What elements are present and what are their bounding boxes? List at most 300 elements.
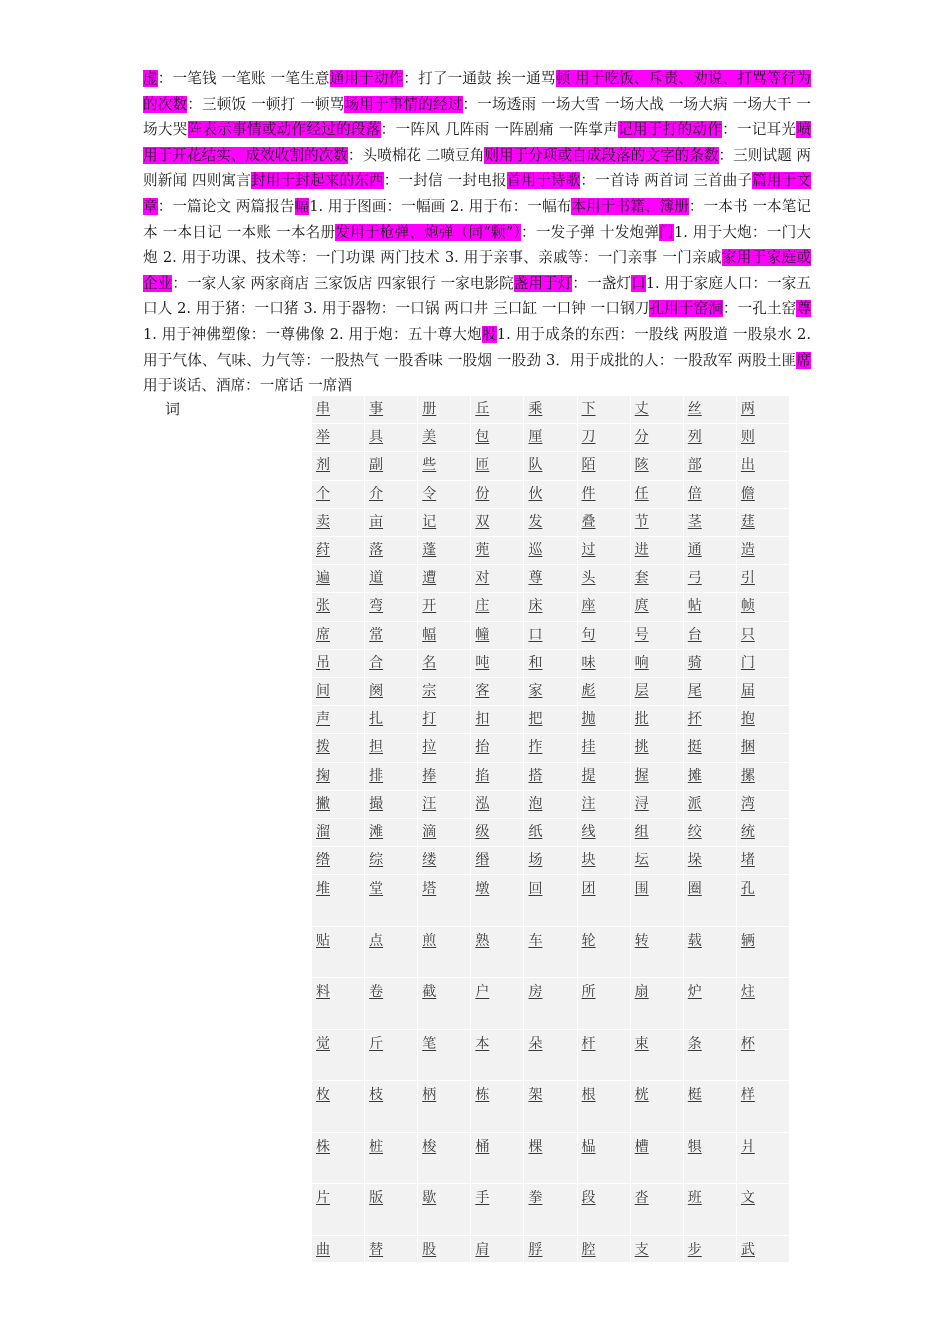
example-text: ：一本书 一本笔记本 一本日记 一本账 一本名册 bbox=[143, 197, 811, 241]
classifier-link[interactable]: 打 bbox=[422, 711, 437, 728]
grid-cell bbox=[630, 1184, 683, 1236]
grid-cell bbox=[365, 926, 418, 978]
grid-cell bbox=[630, 621, 683, 649]
classifier-link[interactable]: 部 bbox=[687, 457, 702, 474]
grid-cell bbox=[471, 762, 524, 790]
classifier-link[interactable]: 综 bbox=[369, 852, 384, 869]
classifier-link[interactable]: 绞 bbox=[687, 824, 702, 841]
grid-cell bbox=[577, 593, 630, 621]
grid-cell bbox=[736, 847, 789, 875]
classifier-link[interactable]: 握 bbox=[634, 767, 649, 784]
classifier-link[interactable]: 滩 bbox=[369, 824, 384, 841]
grid-cell bbox=[418, 762, 471, 790]
classifier-link[interactable]: 举 bbox=[316, 429, 330, 446]
grid-cell bbox=[365, 1235, 418, 1287]
classifier-link[interactable]: 步 bbox=[687, 1241, 702, 1258]
classifier-link[interactable]: 撇 bbox=[316, 795, 330, 812]
highlighted-term: 场用于事情的经过 bbox=[344, 95, 463, 113]
grid-cell bbox=[471, 537, 524, 565]
grid-row bbox=[312, 1132, 790, 1184]
classifier-link[interactable]: 户 bbox=[475, 984, 490, 1001]
classifier-link[interactable]: 门 bbox=[740, 654, 755, 671]
classifier-link[interactable]: 发 bbox=[528, 513, 543, 530]
classifier-link[interactable]: 造 bbox=[740, 542, 755, 559]
grid-cell bbox=[418, 678, 471, 706]
grid-cell bbox=[471, 1132, 524, 1184]
classifier-link[interactable]: 泡 bbox=[528, 795, 543, 812]
classifier-link[interactable]: 载 bbox=[687, 932, 702, 949]
classifier-link[interactable]: 堵 bbox=[740, 852, 755, 869]
classifier-link[interactable]: 双 bbox=[475, 513, 490, 530]
grid-cell bbox=[418, 396, 471, 424]
highlighted-term: 发用于枪弹、炮弹（同“颗”） bbox=[335, 223, 522, 241]
grid-cell bbox=[524, 875, 577, 927]
classifier-link[interactable]: 抛 bbox=[581, 711, 596, 728]
classifier-link[interactable]: 味 bbox=[581, 654, 596, 671]
classifier-link[interactable]: 和 bbox=[528, 654, 543, 671]
classifier-link[interactable]: 拨 bbox=[316, 739, 330, 756]
classifier-link[interactable]: 柄 bbox=[422, 1087, 437, 1104]
classifier-link[interactable]: 片 bbox=[316, 1190, 330, 1207]
grid-cell bbox=[736, 593, 789, 621]
classifier-link[interactable]: 排 bbox=[369, 767, 384, 784]
classifier-link[interactable]: 帧 bbox=[740, 598, 755, 615]
classifier-link[interactable]: 垛 bbox=[687, 852, 702, 869]
classifier-link[interactable]: 根 bbox=[581, 1087, 596, 1104]
classifier-link[interactable]: 架 bbox=[528, 1087, 543, 1104]
classifier-link[interactable]: 张 bbox=[316, 598, 330, 615]
classifier-link[interactable]: 队 bbox=[528, 457, 543, 474]
classifier-link[interactable]: 常 bbox=[369, 626, 384, 643]
classifier-link[interactable]: 挺 bbox=[687, 739, 702, 756]
classifier-link[interactable]: 宗 bbox=[422, 683, 437, 700]
classifier-link[interactable]: 场 bbox=[528, 852, 543, 869]
classifier-link[interactable]: 曲 bbox=[316, 1241, 330, 1258]
classifier-link[interactable]: 组 bbox=[634, 824, 649, 841]
classifier-link[interactable]: 棵 bbox=[528, 1138, 543, 1155]
classifier-link[interactable]: 摞 bbox=[740, 767, 755, 784]
classifier-link[interactable]: 包 bbox=[475, 429, 490, 446]
classifier-link[interactable]: 台 bbox=[687, 626, 702, 643]
classifier-link[interactable]: 座 bbox=[581, 598, 596, 615]
classifier-link[interactable]: 截 bbox=[422, 984, 437, 1001]
classifier-link[interactable]: 派 bbox=[687, 795, 702, 812]
classifier-link[interactable]: 陔 bbox=[634, 457, 649, 474]
classifier-link[interactable]: 摊 bbox=[687, 767, 702, 784]
grid-cell bbox=[630, 1235, 683, 1287]
classifier-link[interactable]: 尾 bbox=[687, 683, 702, 700]
classifier-link[interactable]: 帖 bbox=[687, 598, 702, 615]
classifier-usage-paragraph bbox=[143, 66, 811, 399]
classifier-link[interactable]: 掐 bbox=[475, 767, 490, 784]
classifier-link[interactable]: 则 bbox=[740, 429, 755, 446]
classifier-link[interactable]: 样 bbox=[740, 1087, 755, 1104]
classifier-link[interactable]: 煎 bbox=[422, 932, 437, 949]
classifier-link[interactable]: 声 bbox=[316, 711, 330, 728]
grid-cell bbox=[418, 621, 471, 649]
classifier-link[interactable]: 只 bbox=[740, 626, 755, 643]
classifier-link[interactable]: 卷 bbox=[369, 984, 384, 1001]
classifier-link[interactable]: 对 bbox=[475, 570, 490, 587]
classifier-link[interactable]: 床 bbox=[528, 598, 543, 615]
classifier-link[interactable]: 栋 bbox=[475, 1087, 490, 1104]
classifier-link[interactable]: 节 bbox=[634, 513, 649, 530]
classifier-link[interactable]: 扣 bbox=[475, 711, 490, 728]
classifier-link[interactable]: 线 bbox=[581, 824, 596, 841]
classifier-link[interactable]: 剂 bbox=[316, 457, 330, 474]
classifier-link[interactable]: 支 bbox=[634, 1241, 649, 1258]
classifier-link[interactable]: 吨 bbox=[475, 654, 490, 671]
classifier-link[interactable]: 些 bbox=[422, 457, 437, 474]
grid-cell bbox=[736, 678, 789, 706]
classifier-link[interactable]: 堂 bbox=[369, 881, 384, 898]
classifier-link[interactable]: 缗 bbox=[475, 852, 490, 869]
classifier-link[interactable]: 堆 bbox=[316, 881, 330, 898]
classifier-link[interactable]: 抔 bbox=[687, 711, 702, 728]
classifier-link[interactable]: 湾 bbox=[740, 795, 755, 812]
highlighted-term: 通用于动作 bbox=[329, 70, 404, 87]
classifier-link[interactable]: 熟 bbox=[475, 932, 490, 949]
classifier-link[interactable]: 介 bbox=[369, 485, 384, 502]
grid-cell bbox=[312, 926, 365, 978]
classifier-link[interactable]: 桶 bbox=[475, 1138, 490, 1155]
classifier-link[interactable]: 段 bbox=[581, 1190, 596, 1207]
classifier-link[interactable]: 孔 bbox=[740, 881, 755, 898]
classifier-link[interactable]: 骑 bbox=[687, 654, 702, 671]
classifier-link[interactable]: 挑 bbox=[634, 739, 649, 756]
classifier-link[interactable]: 梃 bbox=[687, 1087, 702, 1104]
classifier-link[interactable]: 名 bbox=[422, 654, 437, 671]
classifier-table bbox=[312, 396, 790, 1287]
grid-cell bbox=[630, 819, 683, 847]
classifier-link[interactable]: 纸 bbox=[528, 824, 543, 841]
classifier-link[interactable]: 弓 bbox=[687, 570, 702, 587]
example-text: ：一孔土窑 bbox=[722, 300, 797, 318]
classifier-link[interactable]: 泓 bbox=[475, 795, 490, 812]
classifier-link[interactable]: 料 bbox=[316, 984, 330, 1001]
grid-cell bbox=[418, 1132, 471, 1184]
classifier-link[interactable]: 亩 bbox=[369, 513, 384, 530]
classifier-link[interactable]: 点 bbox=[369, 932, 384, 949]
classifier-link[interactable]: 沓 bbox=[634, 1190, 649, 1207]
classifier-link[interactable]: 乘 bbox=[528, 401, 543, 417]
classifier-link[interactable]: 进 bbox=[634, 542, 649, 559]
grid-cell bbox=[524, 649, 577, 677]
classifier-link[interactable]: 出 bbox=[740, 457, 755, 474]
classifier-link[interactable]: 梭 bbox=[422, 1138, 437, 1155]
classifier-link[interactable]: 句 bbox=[581, 626, 596, 643]
grid-cell bbox=[524, 678, 577, 706]
classifier-link[interactable]: 槽 bbox=[634, 1138, 649, 1155]
classifier-link[interactable]: 抱 bbox=[740, 711, 755, 728]
classifier-link[interactable]: 武 bbox=[740, 1241, 755, 1258]
classifier-link[interactable]: 手 bbox=[475, 1190, 490, 1207]
classifier-link[interactable]: 庹 bbox=[634, 598, 649, 615]
classifier-link[interactable]: 届 bbox=[740, 683, 755, 700]
classifier-link[interactable]: 拃 bbox=[528, 739, 543, 756]
grid-cell bbox=[418, 734, 471, 762]
classifier-link[interactable]: 班 bbox=[687, 1190, 702, 1207]
classifier-link[interactable]: 杯 bbox=[740, 1035, 755, 1052]
classifier-link[interactable]: 套 bbox=[634, 570, 649, 587]
classifier-link[interactable]: 过 bbox=[581, 542, 596, 559]
grid-cell bbox=[736, 819, 789, 847]
classifier-link[interactable]: 下 bbox=[581, 401, 596, 417]
classifier-link[interactable]: 注 bbox=[581, 795, 596, 812]
classifier-link[interactable]: 统 bbox=[740, 824, 755, 841]
classifier-link[interactable]: 掬 bbox=[316, 767, 330, 784]
classifier-link[interactable]: 汪 bbox=[422, 795, 437, 812]
classifier-link[interactable]: 株 bbox=[316, 1138, 330, 1155]
classifier-link[interactable]: 副 bbox=[369, 457, 384, 474]
classifier-link[interactable]: 蓬 bbox=[422, 542, 437, 559]
classifier-link[interactable]: 车 bbox=[528, 932, 543, 949]
classifier-link[interactable]: 炷 bbox=[740, 984, 755, 1001]
classifier-link[interactable]: 任 bbox=[634, 485, 649, 502]
grid-cell bbox=[312, 734, 365, 762]
classifier-link[interactable]: 道 bbox=[369, 570, 384, 587]
classifier-link[interactable]: 丘 bbox=[475, 401, 490, 417]
example-text: ：一盏灯 bbox=[572, 274, 632, 292]
classifier-link[interactable]: 家 bbox=[528, 683, 543, 700]
classifier-link[interactable]: 件 bbox=[581, 485, 596, 502]
classifier-link[interactable]: 条 bbox=[687, 1035, 702, 1052]
classifier-link[interactable]: 爿 bbox=[740, 1138, 755, 1155]
classifier-link[interactable]: 响 bbox=[634, 654, 649, 671]
classifier-link[interactable]: 文 bbox=[740, 1190, 755, 1207]
classifier-link[interactable]: 搭 bbox=[528, 767, 543, 784]
classifier-link[interactable]: 抬 bbox=[475, 739, 490, 756]
grid-cell bbox=[736, 537, 789, 565]
classifier-link[interactable]: 遭 bbox=[422, 570, 437, 587]
grid-cell bbox=[577, 1132, 630, 1184]
grid-cell bbox=[418, 926, 471, 978]
classifier-link[interactable]: 塔 bbox=[422, 881, 437, 898]
classifier-link[interactable]: 具 bbox=[369, 429, 384, 446]
classifier-link[interactable]: 浔 bbox=[634, 795, 649, 812]
classifier-link[interactable]: 所 bbox=[581, 984, 596, 1001]
grid-cell bbox=[365, 424, 418, 452]
classifier-link[interactable]: 叠 bbox=[581, 513, 596, 530]
grid-row bbox=[312, 1081, 790, 1133]
classifier-link[interactable]: 美 bbox=[422, 429, 437, 446]
classifier-link[interactable]: 厘 bbox=[528, 429, 543, 446]
classifier-link[interactable]: 遍 bbox=[316, 570, 330, 587]
grid-cell bbox=[630, 790, 683, 818]
classifier-link[interactable]: 缕 bbox=[422, 852, 437, 869]
grid-cell bbox=[524, 926, 577, 978]
classifier-link[interactable]: 坛 bbox=[634, 852, 649, 869]
classifier-link[interactable]: 觉 bbox=[316, 1035, 330, 1052]
classifier-link[interactable]: 幅 bbox=[422, 626, 437, 643]
classifier-link[interactable]: 册 bbox=[422, 401, 437, 417]
classifier-link[interactable]: 通 bbox=[687, 542, 702, 559]
classifier-link[interactable]: 轮 bbox=[581, 932, 596, 949]
grid-cell bbox=[577, 926, 630, 978]
classifier-link[interactable]: 匝 bbox=[475, 457, 490, 474]
classifier-link[interactable]: 儋 bbox=[740, 485, 755, 502]
classifier-link[interactable]: 列 bbox=[687, 429, 702, 446]
classifier-link[interactable]: 令 bbox=[422, 485, 437, 502]
classifier-link[interactable]: 笔 bbox=[422, 1035, 437, 1052]
classifier-link[interactable]: 回 bbox=[528, 881, 543, 898]
grid-cell bbox=[365, 621, 418, 649]
classifier-link[interactable]: 彪 bbox=[581, 683, 596, 700]
highlighted-term: 封用于封起来的东西 bbox=[251, 172, 384, 190]
grid-cell bbox=[736, 508, 789, 536]
grid-cell bbox=[524, 1235, 577, 1287]
example-text: ：打了一通鼓 挨一通骂 bbox=[403, 70, 556, 87]
grid-cell bbox=[683, 762, 736, 790]
grid-cell bbox=[683, 424, 736, 452]
classifier-link[interactable]: 陌 bbox=[581, 457, 596, 474]
classifier-link[interactable]: 弯 bbox=[369, 598, 384, 615]
classifier-link[interactable]: 开 bbox=[422, 598, 437, 615]
classifier-link[interactable]: 撮 bbox=[369, 795, 384, 812]
classifier-link[interactable]: 丈 bbox=[634, 401, 649, 417]
classifier-link[interactable]: 事 bbox=[369, 401, 384, 417]
grid-cell bbox=[577, 678, 630, 706]
classifier-link[interactable]: 倍 bbox=[687, 485, 702, 502]
classifier-link[interactable]: 块 bbox=[581, 852, 596, 869]
classifier-link[interactable]: 层 bbox=[634, 683, 649, 700]
classifier-link[interactable]: 拳 bbox=[528, 1190, 543, 1207]
classifier-link[interactable]: 扇 bbox=[634, 984, 649, 1001]
classifier-link[interactable]: 榀 bbox=[581, 1138, 596, 1155]
classifier-link[interactable]: 把 bbox=[528, 711, 543, 728]
grid-cell bbox=[312, 847, 365, 875]
classifier-link[interactable]: 团 bbox=[581, 881, 596, 898]
classifier-link[interactable]: 号 bbox=[634, 626, 649, 643]
grid-cell bbox=[577, 1081, 630, 1133]
classifier-link[interactable]: 绺 bbox=[316, 852, 330, 869]
classifier-link[interactable]: 炉 bbox=[687, 984, 702, 1001]
classifier-link[interactable]: 头 bbox=[581, 570, 596, 587]
classifier-link[interactable]: 客 bbox=[475, 683, 490, 700]
classifier-link[interactable]: 间 bbox=[316, 683, 330, 700]
classifier-link[interactable]: 担 bbox=[369, 739, 384, 756]
grid-cell bbox=[312, 875, 365, 927]
highlighted-term: 则用于分项或自成段落的文字的条数 bbox=[484, 146, 719, 164]
grid-cell bbox=[524, 706, 577, 734]
classifier-link[interactable]: 犋 bbox=[687, 1138, 702, 1155]
classifier-link[interactable]: 歇 bbox=[422, 1190, 437, 1207]
classifier-link[interactable]: 杆 bbox=[581, 1035, 596, 1052]
classifier-link[interactable]: 级 bbox=[475, 824, 490, 841]
grid-cell bbox=[471, 926, 524, 978]
classifier-link[interactable]: 蔸 bbox=[475, 542, 490, 559]
classifier-link[interactable]: 墩 bbox=[475, 881, 490, 898]
classifier-link[interactable]: 两 bbox=[740, 401, 755, 417]
classifier-link[interactable]: 桩 bbox=[369, 1138, 384, 1155]
grid-cell bbox=[365, 875, 418, 927]
classifier-link[interactable]: 莛 bbox=[740, 513, 755, 530]
classifier-link[interactable]: 巡 bbox=[528, 542, 543, 559]
classifier-link[interactable]: 拉 bbox=[422, 739, 437, 756]
grid-cell bbox=[312, 1029, 365, 1081]
classifier-link[interactable]: 辆 bbox=[740, 932, 755, 949]
classifier-link[interactable]: 串 bbox=[316, 401, 330, 417]
grid-cell bbox=[471, 565, 524, 593]
classifier-link[interactable]: 朵 bbox=[528, 1035, 543, 1052]
classifier-link[interactable]: 记 bbox=[422, 513, 437, 530]
classifier-link[interactable]: 肩 bbox=[475, 1241, 490, 1258]
classifier-link[interactable]: 转 bbox=[634, 932, 649, 949]
classifier-link[interactable]: 房 bbox=[528, 984, 543, 1001]
classifier-link[interactable]: 贴 bbox=[316, 932, 330, 949]
grid-cell bbox=[471, 1081, 524, 1133]
classifier-link[interactable]: 腔 bbox=[581, 1241, 596, 1258]
grid-cell bbox=[365, 847, 418, 875]
classifier-link[interactable]: 丝 bbox=[687, 401, 702, 417]
classifier-link[interactable]: 个 bbox=[316, 485, 330, 502]
classifier-link[interactable]: 落 bbox=[369, 542, 384, 559]
classifier-link[interactable]: 本 bbox=[475, 1035, 490, 1052]
classifier-link[interactable]: 口 bbox=[528, 626, 543, 643]
classifier-link[interactable]: 刀 bbox=[581, 429, 596, 446]
classifier-link[interactable]: 扎 bbox=[369, 711, 384, 728]
classifier-link[interactable]: 圈 bbox=[687, 881, 702, 898]
grid-cell bbox=[524, 978, 577, 1030]
classifier-link[interactable]: 枚 bbox=[316, 1087, 330, 1104]
classifier-link[interactable]: 席 bbox=[316, 626, 330, 643]
grid-cell bbox=[683, 1235, 736, 1287]
classifier-link[interactable]: 斤 bbox=[369, 1035, 384, 1052]
classifier-link[interactable]: 捆 bbox=[740, 739, 755, 756]
classifier-link[interactable]: 脬 bbox=[528, 1241, 543, 1258]
classifier-link[interactable]: 荮 bbox=[316, 542, 330, 559]
classifier-link[interactable]: 捧 bbox=[422, 767, 437, 784]
classifier-link[interactable]: 阕 bbox=[369, 683, 384, 700]
classifier-link[interactable]: 批 bbox=[634, 711, 649, 728]
classifier-link[interactable]: 幢 bbox=[475, 626, 490, 643]
classifier-link[interactable]: 尊 bbox=[528, 570, 543, 587]
grid-cell bbox=[524, 819, 577, 847]
classifier-link[interactable]: 溜 bbox=[316, 824, 330, 841]
classifier-link[interactable]: 卖 bbox=[316, 513, 330, 530]
grid-cell bbox=[736, 452, 789, 480]
grid-cell bbox=[736, 1235, 789, 1287]
grid-cell bbox=[524, 734, 577, 762]
grid-cell bbox=[312, 978, 365, 1030]
classifier-link[interactable]: 枝 bbox=[369, 1087, 384, 1104]
classifier-link[interactable]: 替 bbox=[369, 1241, 384, 1258]
classifier-link[interactable]: 引 bbox=[740, 570, 755, 587]
classifier-link[interactable]: 桄 bbox=[634, 1087, 649, 1104]
grid-cell bbox=[683, 1132, 736, 1184]
classifier-link[interactable]: 股 bbox=[422, 1241, 437, 1258]
classifier-link[interactable]: 庄 bbox=[475, 598, 490, 615]
grid-cell bbox=[630, 762, 683, 790]
classifier-link[interactable]: 伙 bbox=[528, 485, 543, 502]
grid-cell bbox=[471, 424, 524, 452]
classifier-link[interactable]: 围 bbox=[634, 881, 649, 898]
highlighted-term: 顿 用于吃饭、斥责、劝说、打骂等行为的次数 bbox=[143, 70, 811, 113]
classifier-link[interactable]: 分 bbox=[634, 429, 649, 446]
classifier-link[interactable]: 版 bbox=[369, 1190, 384, 1207]
classifier-link[interactable]: 份 bbox=[475, 485, 490, 502]
classifier-link[interactable]: 吊 bbox=[316, 654, 330, 671]
classifier-link[interactable]: 滴 bbox=[422, 824, 437, 841]
grid-cell bbox=[312, 621, 365, 649]
classifier-link[interactable]: 茎 bbox=[687, 513, 702, 530]
classifier-link[interactable]: 挂 bbox=[581, 739, 596, 756]
grid-cell bbox=[577, 649, 630, 677]
classifier-link[interactable]: 提 bbox=[581, 767, 596, 784]
classifier-link[interactable]: 合 bbox=[369, 654, 384, 671]
example-text: ：一首诗 两首词 三首曲子 bbox=[580, 172, 753, 190]
classifier-link[interactable]: 束 bbox=[634, 1035, 649, 1052]
